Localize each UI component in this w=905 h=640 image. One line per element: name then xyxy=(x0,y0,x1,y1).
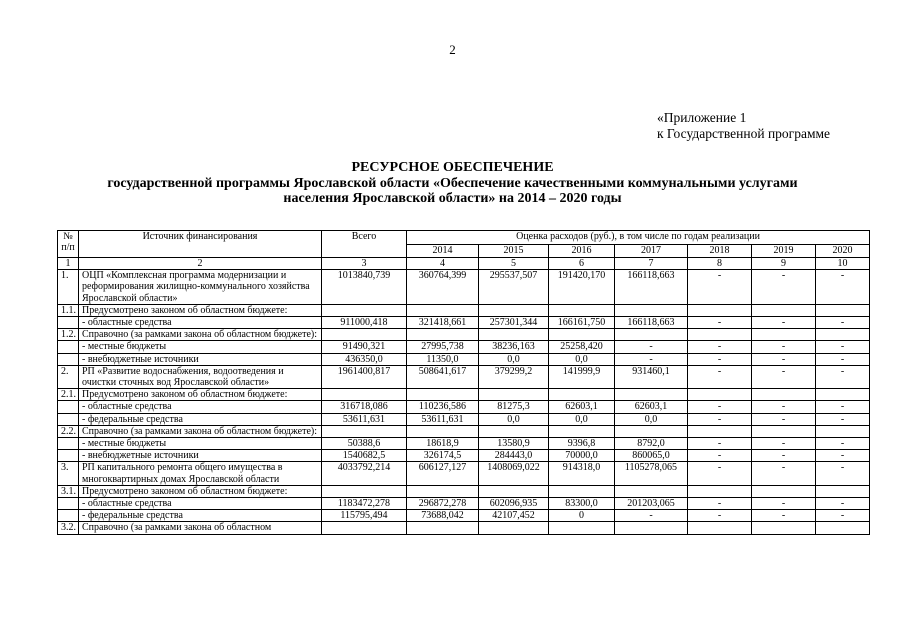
row-label-cell: - местные бюджеты xyxy=(79,438,322,450)
row-value-cell: 602096,935 xyxy=(479,498,549,510)
row-value-cell: - xyxy=(816,401,870,413)
table-row xyxy=(58,413,870,425)
row-label-cell: - местные бюджеты xyxy=(79,341,322,353)
row-value-cell xyxy=(549,329,615,341)
row-value-cell: - xyxy=(752,401,816,413)
row-value-cell: 53611,631 xyxy=(322,413,407,425)
row-value-cell: 1961400,817 xyxy=(322,365,407,388)
row-value-cell: 0,0 xyxy=(549,353,615,365)
row-label-cell: - областные средства xyxy=(79,401,322,413)
table-row xyxy=(58,341,870,353)
row-value-cell: 42107,452 xyxy=(479,510,549,522)
row-label-cell: - внебюджетные источники xyxy=(79,450,322,462)
table-row xyxy=(58,389,870,401)
row-value-cell xyxy=(816,329,870,341)
year-cell: 2020 xyxy=(816,245,870,258)
col-number-cell: 1 xyxy=(58,258,79,270)
row-value-cell xyxy=(479,425,549,437)
row-value-cell: - xyxy=(816,413,870,425)
row-value-cell xyxy=(688,389,752,401)
row-value-cell xyxy=(322,329,407,341)
row-value-cell: 8792,0 xyxy=(615,438,688,450)
row-value-cell: 284443,0 xyxy=(479,450,549,462)
table-row xyxy=(58,270,870,305)
row-number-cell: 1.1. xyxy=(58,304,79,316)
row-value-cell: - xyxy=(688,498,752,510)
row-value-cell: - xyxy=(688,353,752,365)
row-label-cell: РП «Развитие водоснабжения, водоотведения и очистки сточных вод Ярославской области» xyxy=(79,365,322,388)
row-value-cell: - xyxy=(752,462,816,485)
row-value-cell xyxy=(752,389,816,401)
row-value-cell: - xyxy=(816,365,870,388)
row-value-cell: 13580,9 xyxy=(479,438,549,450)
title-line-1: РЕСУРСНОЕ ОБЕСПЕЧЕНИЕ xyxy=(351,160,554,175)
row-number-cell xyxy=(58,353,79,365)
row-value-cell xyxy=(549,485,615,497)
row-value-cell xyxy=(479,389,549,401)
table-row xyxy=(58,438,870,450)
appendix-line-1: «Приложение 1 xyxy=(657,110,747,125)
row-value-cell xyxy=(816,389,870,401)
year-cell: 2016 xyxy=(549,245,615,258)
row-number-cell: 2.1. xyxy=(58,389,79,401)
row-value-cell: - xyxy=(752,510,816,522)
row-value-cell: - xyxy=(615,510,688,522)
header-estimate-cell: Оценка расходов (руб.), в том числе по годам реализации xyxy=(407,231,870,245)
table-row xyxy=(58,365,870,388)
row-value-cell: - xyxy=(752,450,816,462)
header-num-cell: № п/п xyxy=(58,231,79,258)
row-value-cell: 0 xyxy=(549,510,615,522)
row-number-cell: 3.1. xyxy=(58,485,79,497)
row-value-cell: - xyxy=(816,353,870,365)
table-row xyxy=(58,304,870,316)
row-value-cell xyxy=(752,304,816,316)
row-value-cell xyxy=(549,425,615,437)
row-number-cell xyxy=(58,510,79,522)
row-label-cell: РП капитального ремонта общего имущества в многоквартирных домах Ярославской области xyxy=(79,462,322,485)
row-value-cell xyxy=(407,304,479,316)
row-value-cell: 1408069,022 xyxy=(479,462,549,485)
appendix-line-2: к Государственной программе xyxy=(657,126,831,141)
row-value-cell: 25258,420 xyxy=(549,341,615,353)
row-value-cell xyxy=(407,485,479,497)
row-label-cell: - внебюджетные источники xyxy=(79,353,322,365)
row-value-cell: - xyxy=(816,498,870,510)
table-row xyxy=(58,425,870,437)
row-value-cell: 27995,738 xyxy=(407,341,479,353)
row-value-cell: 360764,399 xyxy=(407,270,479,305)
row-value-cell xyxy=(407,425,479,437)
row-value-cell: 914318,0 xyxy=(549,462,615,485)
row-value-cell: 0,0 xyxy=(549,413,615,425)
row-value-cell: - xyxy=(816,270,870,305)
row-number-cell xyxy=(58,498,79,510)
row-label-cell: ОЦП «Комплексная программа модернизации и реформирования жилищно-коммунального хозяйства Ярославской области» xyxy=(79,270,322,305)
row-number-cell xyxy=(58,450,79,462)
row-value-cell: 70000,0 xyxy=(549,450,615,462)
row-value-cell: 18618,9 xyxy=(407,438,479,450)
table-row xyxy=(58,450,870,462)
row-value-cell xyxy=(615,485,688,497)
table-row xyxy=(58,485,870,497)
row-value-cell: 0,0 xyxy=(479,413,549,425)
year-cell: 2018 xyxy=(688,245,752,258)
row-number-cell: 2.2. xyxy=(58,425,79,437)
row-value-cell: - xyxy=(816,317,870,329)
row-number-cell xyxy=(58,438,79,450)
table-row xyxy=(58,462,870,485)
row-number-cell: 1.2. xyxy=(58,329,79,341)
row-value-cell: 38236,163 xyxy=(479,341,549,353)
row-value-cell: 931460,1 xyxy=(615,365,688,388)
row-value-cell: 11350,0 xyxy=(407,353,479,365)
row-label-cell: Предусмотрено законом об областном бюджете: xyxy=(79,485,322,497)
row-value-cell: 1183472,278 xyxy=(322,498,407,510)
row-value-cell: 73688,042 xyxy=(407,510,479,522)
row-label-cell: Справочно (за рамками закона об областном бюджете): xyxy=(79,329,322,341)
row-value-cell: 166161,750 xyxy=(549,317,615,329)
table-row xyxy=(58,401,870,413)
col-number-cell: 4 xyxy=(407,258,479,270)
row-value-cell: - xyxy=(752,353,816,365)
row-value-cell: 166118,663 xyxy=(615,270,688,305)
table-row xyxy=(58,353,870,365)
row-value-cell xyxy=(322,389,407,401)
row-label-cell: - федеральные средства xyxy=(79,510,322,522)
year-cell: 2019 xyxy=(752,245,816,258)
row-value-cell xyxy=(479,485,549,497)
page-number: 2 xyxy=(449,42,456,57)
row-value-cell: 1540682,5 xyxy=(322,450,407,462)
appendix-note xyxy=(657,110,830,142)
row-value-cell: 110236,586 xyxy=(407,401,479,413)
row-value-cell: 191420,170 xyxy=(549,270,615,305)
table-row xyxy=(58,317,870,329)
row-number-cell: 3. xyxy=(58,462,79,485)
row-value-cell: - xyxy=(752,317,816,329)
row-value-cell xyxy=(479,329,549,341)
row-value-cell: 326174,5 xyxy=(407,450,479,462)
col-number-cell: 6 xyxy=(549,258,615,270)
row-label-cell: Предусмотрено законом об областном бюджете: xyxy=(79,389,322,401)
row-value-cell: - xyxy=(752,365,816,388)
row-value-cell xyxy=(752,522,816,534)
row-number-cell xyxy=(58,413,79,425)
row-number-cell: 3.2. xyxy=(58,522,79,534)
row-value-cell: - xyxy=(816,450,870,462)
col-number-cell: 7 xyxy=(615,258,688,270)
row-value-cell xyxy=(322,425,407,437)
row-value-cell: 508641,617 xyxy=(407,365,479,388)
row-value-cell xyxy=(816,522,870,534)
row-value-cell: - xyxy=(752,438,816,450)
row-value-cell xyxy=(752,485,816,497)
year-cell: 2014 xyxy=(407,245,479,258)
row-value-cell: - xyxy=(615,353,688,365)
row-value-cell xyxy=(322,485,407,497)
row-value-cell xyxy=(816,304,870,316)
row-value-cell xyxy=(549,304,615,316)
row-value-cell: 0,0 xyxy=(479,353,549,365)
col-number-cell: 3 xyxy=(322,258,407,270)
row-value-cell: 115795,494 xyxy=(322,510,407,522)
row-value-cell: - xyxy=(688,401,752,413)
row-value-cell: 379299,2 xyxy=(479,365,549,388)
row-value-cell xyxy=(407,329,479,341)
col-number-cell: 9 xyxy=(752,258,816,270)
row-value-cell: 0,0 xyxy=(615,413,688,425)
row-value-cell: 606127,127 xyxy=(407,462,479,485)
row-value-cell: - xyxy=(688,438,752,450)
row-number-cell xyxy=(58,341,79,353)
row-value-cell: - xyxy=(688,317,752,329)
row-value-cell: - xyxy=(816,510,870,522)
row-value-cell: - xyxy=(816,438,870,450)
row-value-cell: 62603,1 xyxy=(549,401,615,413)
col-number-cell: 2 xyxy=(79,258,322,270)
table-row xyxy=(58,329,870,341)
row-value-cell: 166118,663 xyxy=(615,317,688,329)
resource-table xyxy=(57,230,870,535)
row-number-cell xyxy=(58,317,79,329)
row-value-cell xyxy=(752,425,816,437)
row-value-cell xyxy=(479,304,549,316)
row-value-cell xyxy=(615,522,688,534)
row-value-cell: 257301,344 xyxy=(479,317,549,329)
row-value-cell xyxy=(615,425,688,437)
table-row xyxy=(58,498,870,510)
row-value-cell: 62603,1 xyxy=(615,401,688,413)
row-value-cell: - xyxy=(688,462,752,485)
row-value-cell xyxy=(322,304,407,316)
header-row-col-numbers xyxy=(58,258,870,270)
row-value-cell xyxy=(615,304,688,316)
row-label-cell: - федеральные средства xyxy=(79,413,322,425)
row-value-cell: 201203,065 xyxy=(615,498,688,510)
row-value-cell xyxy=(615,329,688,341)
row-value-cell xyxy=(816,425,870,437)
row-value-cell: 296872,278 xyxy=(407,498,479,510)
title-line-2: государственной программы Ярославской области «Обеспечение качественными коммунальными услугами xyxy=(107,175,798,191)
row-value-cell: - xyxy=(615,341,688,353)
table-row xyxy=(58,510,870,522)
row-value-cell: 860065,0 xyxy=(615,450,688,462)
row-value-cell: 295537,507 xyxy=(479,270,549,305)
row-value-cell: 4033792,214 xyxy=(322,462,407,485)
row-value-cell: - xyxy=(752,341,816,353)
row-value-cell: 911000,418 xyxy=(322,317,407,329)
row-value-cell xyxy=(615,389,688,401)
row-value-cell: - xyxy=(752,413,816,425)
row-value-cell xyxy=(688,485,752,497)
row-label-cell: Предусмотрено законом об областном бюджете: xyxy=(79,304,322,316)
header-total-cell: Всего xyxy=(322,231,407,258)
document-title xyxy=(0,160,905,207)
year-cell: 2017 xyxy=(615,245,688,258)
row-value-cell xyxy=(549,389,615,401)
row-value-cell xyxy=(688,304,752,316)
row-value-cell: 436350,0 xyxy=(322,353,407,365)
row-label-cell: Справочно (за рамками закона об областном xyxy=(79,522,322,534)
row-value-cell: - xyxy=(688,365,752,388)
col-number-cell: 5 xyxy=(479,258,549,270)
row-value-cell: - xyxy=(752,498,816,510)
row-value-cell: - xyxy=(688,270,752,305)
col-number-cell: 8 xyxy=(688,258,752,270)
row-value-cell: 53611,631 xyxy=(407,413,479,425)
row-value-cell: 91490,321 xyxy=(322,341,407,353)
table-row xyxy=(58,522,870,534)
row-value-cell xyxy=(322,522,407,534)
row-value-cell: - xyxy=(688,510,752,522)
row-value-cell: 83300,0 xyxy=(549,498,615,510)
row-value-cell: 1105278,065 xyxy=(615,462,688,485)
row-value-cell: 316718,086 xyxy=(322,401,407,413)
year-cell: 2015 xyxy=(479,245,549,258)
row-value-cell xyxy=(816,485,870,497)
row-value-cell: - xyxy=(752,270,816,305)
row-value-cell: 50388,6 xyxy=(322,438,407,450)
row-value-cell: 1013840,739 xyxy=(322,270,407,305)
row-value-cell: - xyxy=(688,413,752,425)
row-value-cell xyxy=(688,425,752,437)
row-value-cell: 81275,3 xyxy=(479,401,549,413)
row-value-cell xyxy=(688,522,752,534)
row-value-cell xyxy=(752,329,816,341)
row-label-cell: - областные средства xyxy=(79,498,322,510)
row-value-cell xyxy=(549,522,615,534)
col-number-cell: 10 xyxy=(816,258,870,270)
row-value-cell xyxy=(407,389,479,401)
header-row-1 xyxy=(58,231,870,245)
row-value-cell: 9396,8 xyxy=(549,438,615,450)
row-value-cell: - xyxy=(688,341,752,353)
header-source-cell: Источник финансирования xyxy=(79,231,322,258)
row-label-cell: - областные средства xyxy=(79,317,322,329)
row-number-cell xyxy=(58,401,79,413)
row-number-cell: 2. xyxy=(58,365,79,388)
row-value-cell: - xyxy=(688,450,752,462)
row-number-cell: 1. xyxy=(58,270,79,305)
row-value-cell: 321418,661 xyxy=(407,317,479,329)
row-value-cell xyxy=(688,329,752,341)
row-value-cell xyxy=(479,522,549,534)
row-label-cell: Справочно (за рамками закона об областном бюджете): xyxy=(79,425,322,437)
row-value-cell: - xyxy=(816,462,870,485)
row-value-cell: 141999,9 xyxy=(549,365,615,388)
title-line-3: населения Ярославской области» на 2014 – 2020 годы xyxy=(283,191,622,206)
row-value-cell xyxy=(407,522,479,534)
row-value-cell: - xyxy=(816,341,870,353)
